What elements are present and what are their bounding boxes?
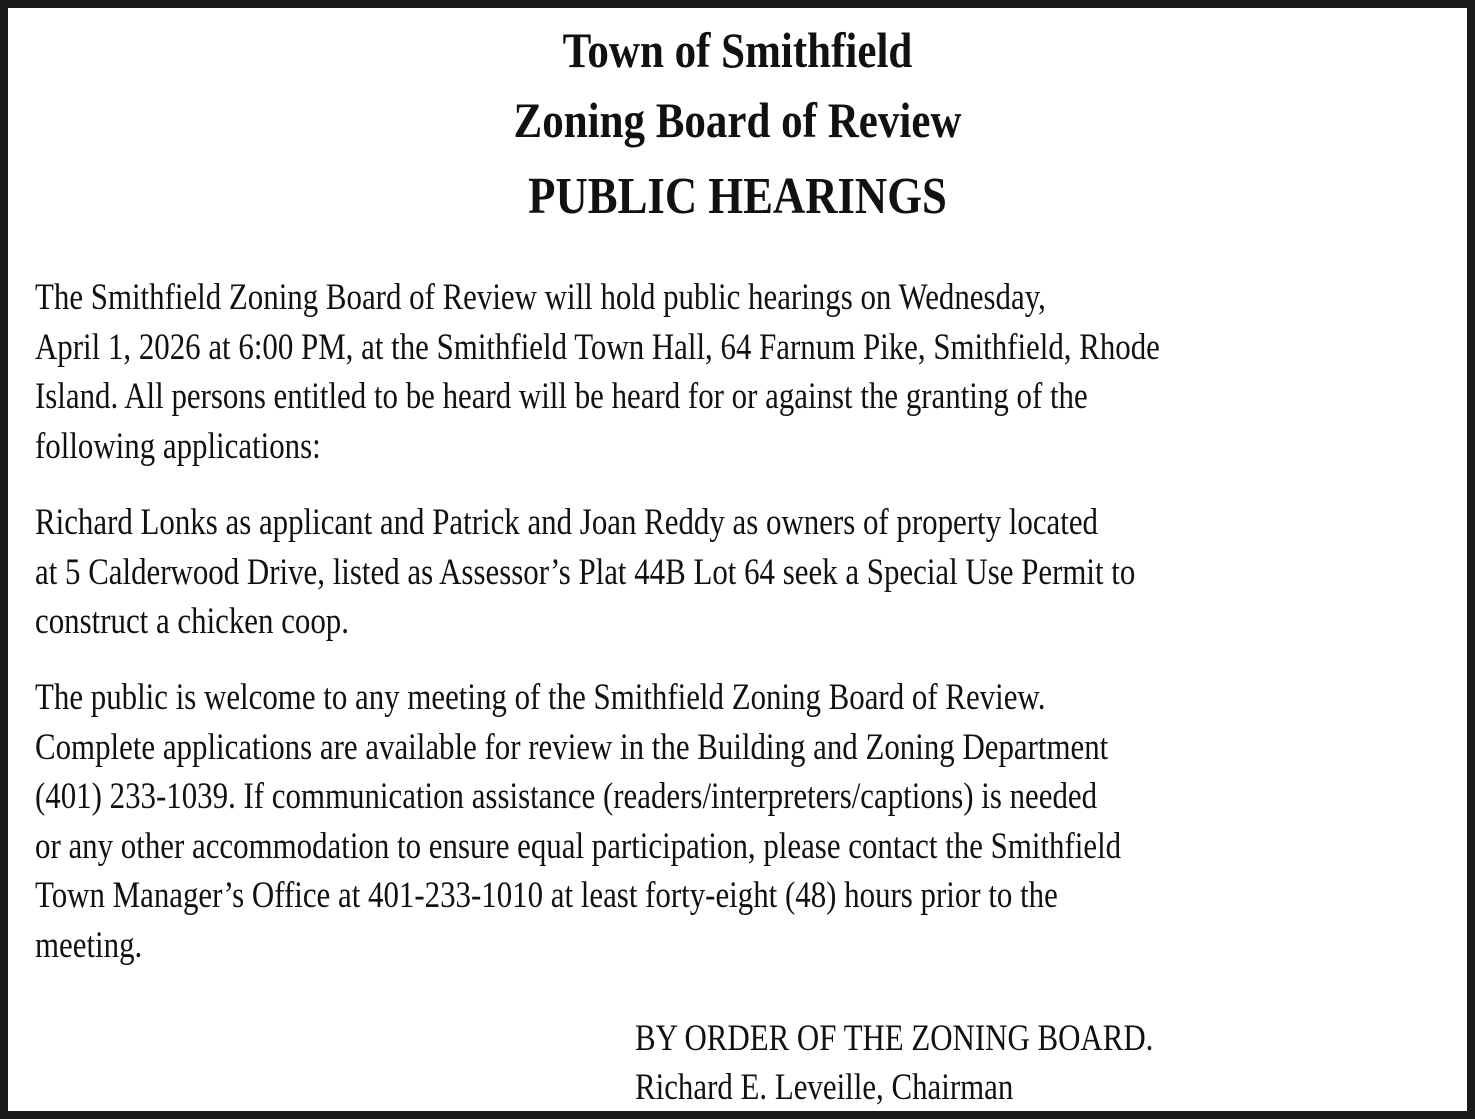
intro-line: April 1, 2026 at 6:00 PM, at the Smithfield Town Hall, 64 Farnum Pike, Smithfield, Rhode xyxy=(35,326,1160,368)
application-line: Richard Lonks as applicant and Patrick and Joan Reddy as owners of property located xyxy=(35,502,1099,543)
board-title: Zoning Board of Review xyxy=(513,92,962,148)
town-title: Town of Smithfield xyxy=(562,22,913,78)
intro-line: The Smithfield Zoning Board of Review will hold public hearings on Wednesday, xyxy=(35,277,1046,318)
public-info-line: or any other accommodation to ensure equal participation, please contact the Smithfield xyxy=(35,825,1122,867)
public-info-line: Complete applications are available for review in the Building and Zoning Department xyxy=(35,726,1109,768)
public-info-paragraph xyxy=(35,673,1421,970)
application-paragraph xyxy=(35,498,1421,647)
public-info-line: meeting. xyxy=(35,924,143,966)
intro-line: Island. All persons entitled to be heard will be heard for or against the granting of the xyxy=(35,376,1088,417)
intro-line: following applications: xyxy=(35,425,321,467)
chairman-signature: Richard E. Leveille, Chairman xyxy=(635,1067,1014,1108)
intro-paragraph xyxy=(35,273,1421,471)
application-line: construct a chicken coop. xyxy=(35,601,349,642)
public-info-line: (401) 233-1039. If communication assistance (readers/interpreters/captions) is needed xyxy=(35,776,1098,817)
hearings-heading: PUBLIC HEARINGS xyxy=(528,168,947,225)
public-info-line: Town Manager’s Office at 401-233-1010 at least forty-eight (48) hours prior to the xyxy=(35,875,1058,916)
order-statement: BY ORDER OF THE ZONING BOARD. xyxy=(635,1018,1154,1059)
public-info-line: The public is welcome to any meeting of the Smithfield Zoning Board of Review. xyxy=(35,677,1046,718)
application-line: at 5 Calderwood Drive, listed as Assessor’s Plat 44B Lot 64 seek a Special Use Permit to xyxy=(35,551,1136,593)
